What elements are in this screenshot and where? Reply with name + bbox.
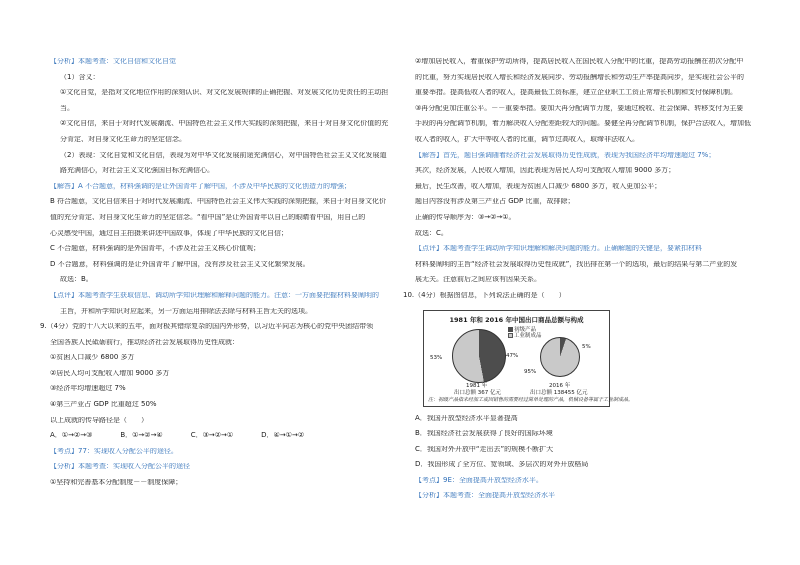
right-column [403,58,770,508]
analysis-heading: 【分析】本题考查：文化自信和文化自觉 [50,58,176,65]
pie-1981 [452,329,506,383]
comment-heading: 【点评】本题考查学生调动所学知识理解和解决问题的能力。正确解题的关键是，要紧扣材料 [415,245,702,253]
text-line: 重要举措。提高低收入者的收入，提高最低工资标准，建立企业职工工资正常增长机制和支付保障机制。 [415,89,737,97]
text-line: ①文化自觉，是指对文化地位作用的深刻认识、对文化发展规律的正确把握、对发展文化历史责任的主动担 [60,89,389,97]
question-9-options: A．①→②→③ B．①→②→④ C．③→②→① D．④→①→② [50,432,305,440]
text-line: 值的充分肯定、对自身文化生命力的坚定信念。“看中国”是让外国青年以自己的眼睛看中国，用自己的 [50,213,366,221]
analysis-heading: 【分析】本题考查：全面提高开放型经济水平 [415,492,555,500]
statement-3: ③经济年均增速超过 7% [50,385,126,393]
point-heading: 【考点】77：实现收入分配公平的途径。 [50,447,178,455]
year-1981-label: 1981 年 [466,382,488,389]
text-line: 收入者的收入，扩大中等收入者的比重，调节过高收入，取缔非法收入。 [415,135,639,143]
text-line: 主旨，并和所学知识对应起来，另一方面运用排除法去除与材料主旨无关的选项。 [60,307,312,315]
text-line: 展无关。注意前后之间应该有因果关系。 [415,276,541,284]
statement-2: ②居民人均可支配收入增加 9000 多万 [50,369,170,377]
text-line: 全国各族人民砥砺前行，推动经济社会发展取得历史性成就： [50,338,239,346]
pie-2016-primary-label: 5% [582,343,591,350]
answer-choice: 故选：B。 [60,276,93,284]
statement-1: ①贫困人口减少 6800 多万 [50,354,135,362]
pie-1981-industrial-label: 53% [430,354,443,361]
answer-heading: 【解答】A 不合题意，材料强调的是让外国青年了解中国，不涉及中华民族的文化创造力的增强； [50,182,352,190]
total-2016-label: 出口总额 138455 亿元 [530,389,588,396]
legend-swatch-primary [508,327,513,332]
text-line: 的比重，努力实现居民收入增长和经济发展同步、劳动报酬增长和劳动生产率提高同步，是实现社会公平的 [415,73,744,81]
text-line: C 不合题意，材料强调的是外国青年，不涉及社会主义核心价值观； [50,245,261,253]
figure-title: 1981 年和 2016 年中国出口商品总额与构成 [449,315,584,324]
text-line: B 符合题意，文化自信来自于对时代发展潮流、中国特色社会主义伟大实践的深刻把握，来自于对自身文化价 [50,198,387,206]
statement-4: ④第三产业占 GDP 比重超过 50% [50,401,157,409]
figure-note: 注：初级产品指未经加工或因销售的需要经过简单处理的产品，机械设备等属于工业制成品。 [428,396,634,403]
legend-industrial [508,333,542,339]
text-line: 手段的再分配调节机制，着力解决收入分配差距较大的问题。要健全再分配调节机制，保护合法收入，增加低 [415,120,751,128]
legend-primary-label: 初级产品 [514,326,537,333]
legend-industrial-label: 工业制成品 [514,332,542,339]
text-line: 当。 [60,104,74,112]
text-line: （1）含义： [60,73,100,81]
text-line: ②文化自信，来自于对时代发展潮流、中国特色社会主义伟大实践的深刻把握，来自于对自身文化价值的充 [60,120,389,128]
option-a: A．我国开放型经济水平显著提高 [415,414,518,422]
question-10-stem: 10.（4分）根据图信息，下列说法正确的是（ ） [403,291,566,299]
text-line: 心灵感受中国，通过自主拍摄来讲述中国故事，体现了中华民族的文化自信； [50,229,288,237]
text-line: D 不合题意，材料强调的是让外国青年了解中国，没有涉及社会主义文化繁荣发展。 [50,260,310,268]
year-2016-label: 2016 年 [549,382,571,389]
option-d: D．我国形成了全方位、宽领域、多层次的对外开放格局 [415,461,589,469]
text-line: 以上成就的传导路径是（ ） [50,416,148,424]
text-line: （2）表现：文化自觉和文化自信，表现为对中华文化发展前途充满信心，对中国特色社会主义文化发展道 [60,151,387,159]
export-composition-figure [423,310,634,407]
text-line: 题目内容没有涉及第三产业占 GDP 比重，故排除； [415,198,575,206]
figure-legend [508,327,542,339]
text-line: ③再分配更加注重公平。－－重要举措。要加大再分配调节力度，要通过税收、社会保障、转移支付为主要 [415,104,744,112]
option-c: C．我国对外开放中“走出去”的规模不断扩大 [415,445,554,453]
answer-choice: 故选：C。 [415,229,448,237]
question-9-stem: 9.（4分）党的十八大以来的五年，面对极其错综复杂的国内外形势，以习近平同志为核心的党中央团结带领 [40,323,374,331]
text-line: ②增加居民收入，着重保护劳动所得，提高居民收入在国民收入分配中的比重，提高劳动报酬在初次分配中 [415,58,744,65]
text-line: 路充满信心，对社会主义文化强国目标充满信心。 [60,167,214,175]
text-line: ①坚持和完善基本分配制度－－制度保障； [50,479,183,487]
pie-2016 [540,337,580,377]
point-heading: 【考点】9E：全面提高开放型经济水平。 [415,476,543,484]
text-line: 分肯定、对自身文化生命力的坚定信念。 [60,135,186,143]
pie-1981-primary-label: 47% [506,352,519,359]
pie-2016-industrial-label: 95% [524,368,537,375]
text-line: 正确的传导顺序为：③→②→①。 [415,213,516,221]
text-line: 其次，经济发展，人民收入增加，因此表现为居民人均可支配收入增加 9000 多万； [415,167,676,175]
total-1981-label: 出口总额 367 亿元 [454,389,501,396]
left-column [40,58,405,495]
option-b: B．我国经济社会发展获得了良好的国际环境 [415,430,553,438]
answer-heading: 【解答】首先，题目强调随着经济社会发展取得历史性成就，表现为我国经济年均增速超过 7%； [415,151,716,159]
text-line: 最后，民生改善，收入增加，表现为贫困人口减少 6800 多万，收入更加公平； [415,182,662,190]
legend-swatch-industrial [508,333,513,338]
analysis-heading: 【分析】本题考查：实现收入分配公平的途径 [50,463,190,471]
text-line: 材料要阐明的主旨“经济社会发展取得历史性成就”，找出排在第一个的选项，最后的结果与第二产业的发 [415,260,738,268]
comment-heading: 【点评】本题考查学生获取信息、调动所学知识理解和解释问题的能力。注意：一方面要把握材料要阐明的 [50,291,379,299]
